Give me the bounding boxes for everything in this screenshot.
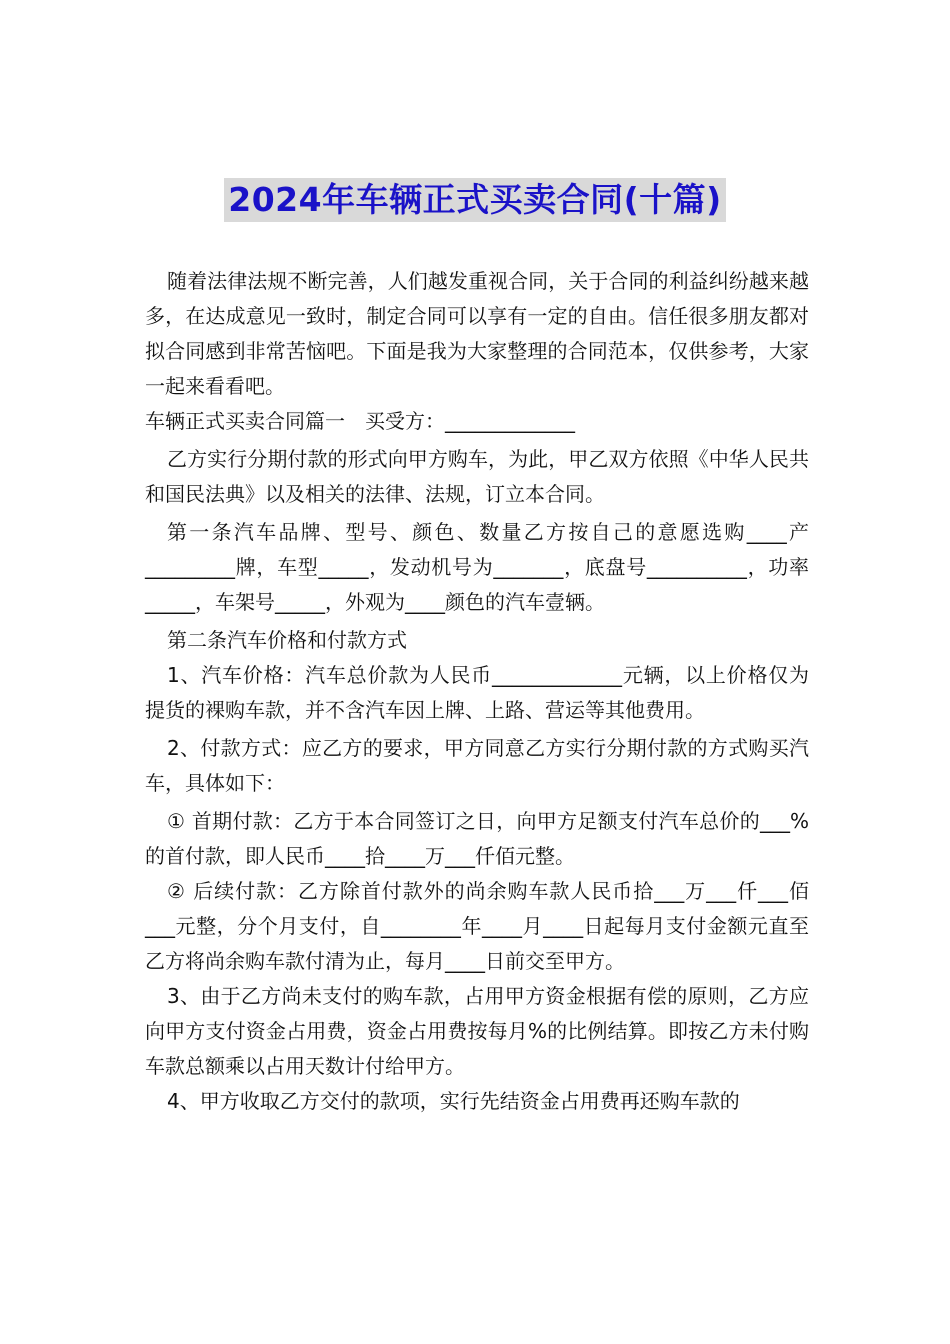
title-container xyxy=(0,178,950,222)
preamble-paragraph: 乙方实行分期付款的形式向甲方购车，为此，甲乙双方依照《中华人民共和国民法典》以及相关的法律、法规，订立本合同。 xyxy=(145,447,809,506)
article-one-paragraph: 第一条汽车品牌、型号、颜色、数量乙方按自己的意愿选购____产_________牌，车型_____，发动机号为_______，底盘号__________，功率_____，车架号_____，外观为____颜色的汽车壹辆。 xyxy=(145,520,809,614)
contract-heading-line: 车辆正式买卖合同篇一 买受方：_____________ xyxy=(145,409,575,433)
clause-payment-paragraph: 2、付款方式：应乙方的要求，甲方同意乙方实行分期付款的方式购买汽车，具体如下： xyxy=(145,736,809,795)
article-two-heading: 第二条汽车价格和付款方式 xyxy=(167,628,407,652)
clause-settlement-paragraph: 4、甲方收取乙方交付的款项，实行先结资金占用费再还购车款的 xyxy=(167,1089,740,1113)
subsequent-payment-paragraph: ② 后续付款：乙方除首付款外的尚余购车款人民币拾___万___仟___佰___元整，分个月支付，自________年____月____日起每月支付金额元直至乙方将尚余购车款付清为止，每月____日前交至甲方。 xyxy=(145,879,809,973)
document-body xyxy=(145,264,809,1119)
clause-price-paragraph: 1、汽车价格：汽车总价款为人民币_____________元辆，以上价格仅为提货的裸购车款，并不含汽车因上牌、上路、营运等其他费用。 xyxy=(145,663,809,722)
document-title: 2024年车辆正式买卖合同(十篇) xyxy=(224,178,726,222)
intro-paragraph: 随着法律法规不断完善，人们越发重视合同，关于合同的利益纠纷越来越多，在达成意见一致时，制定合同可以享有一定的自由。信任很多朋友都对拟合同感到非常苦恼吧。下面是我为大家整理的合同范本，仅供参考，大家一起来看看吧。 xyxy=(145,269,809,398)
first-payment-paragraph: ① 首期付款：乙方于本合同签订之日，向甲方足额支付汽车总价的___%的首付款，即人民币____拾____万___仟佰元整。 xyxy=(145,809,809,868)
clause-fee-paragraph: 3、由于乙方尚未支付的购车款，占用甲方资金根据有偿的原则，乙方应向甲方支付资金占用费，资金占用费按每月%的比例结算。即按乙方未付购车款总额乘以占用天数计付给甲方。 xyxy=(145,984,809,1078)
